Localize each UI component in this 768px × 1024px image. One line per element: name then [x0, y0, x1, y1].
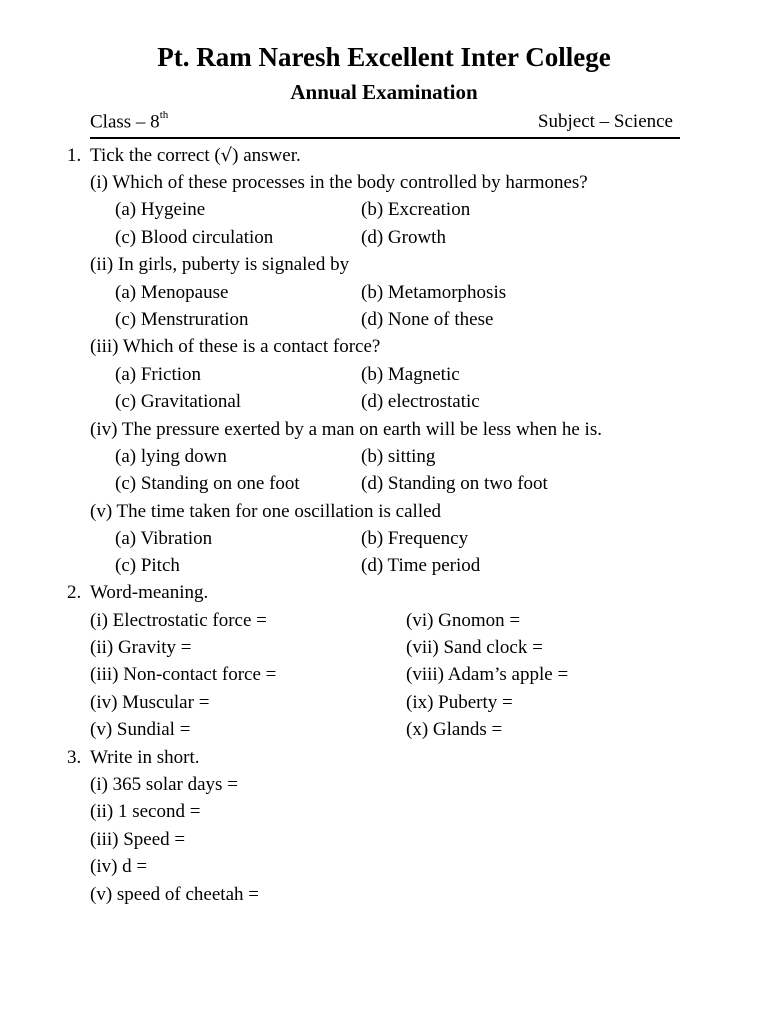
q1-option: (c) Pitch	[115, 555, 180, 576]
q3-number: 3.	[67, 747, 82, 768]
q1-heading-post: ) answer.	[232, 145, 301, 166]
q1-option: (a) Friction	[115, 364, 202, 385]
q2-number: 2.	[67, 582, 82, 603]
q2-item: (ix) Puberty =	[406, 692, 513, 713]
class-label	[90, 109, 169, 133]
q1-heading	[90, 146, 301, 165]
q2-item: (v) Sundial =	[90, 719, 191, 740]
q3-item: (ii) 1 second =	[90, 801, 201, 822]
q2-item: (ii) Gravity =	[90, 637, 192, 658]
q1-heading-pre: Tick the correct (	[90, 145, 221, 166]
q3-heading: Write in short.	[90, 747, 200, 768]
q1-question: (iii) Which of these is a contact force?	[90, 336, 381, 357]
q1-option: (c) Gravitational	[115, 391, 242, 412]
q1-option: (b) Frequency	[361, 528, 469, 549]
q1-option: (a) Menopause	[115, 282, 229, 303]
q3-item: (v) speed of cheetah =	[90, 884, 259, 905]
q2-item: (viii) Adam’s apple =	[406, 664, 569, 685]
school-name: Pt. Ram Naresh Excellent Inter College	[157, 42, 611, 72]
q1-question: (iv) The pressure exerted by a man on earth will be less when he is.	[90, 419, 602, 440]
q2-item: (vii) Sand clock =	[406, 637, 543, 658]
q1-option: (b) sitting	[361, 446, 436, 467]
q1-option: (c) Standing on one foot	[115, 473, 300, 494]
q2-item: (i) Electrostatic force =	[90, 610, 267, 631]
q1-option: (a) Vibration	[115, 528, 213, 549]
q1-option: (d) None of these	[361, 309, 494, 330]
q1-option: (d) electrostatic	[361, 391, 480, 412]
header-rule	[90, 137, 680, 139]
exam-title: Annual Examination	[290, 80, 478, 104]
class-text: Class – 8	[90, 111, 160, 133]
q1-question: (i) Which of these processes in the body controlled by harmones?	[90, 172, 588, 193]
q1-option: (b) Magnetic	[361, 364, 460, 385]
q2-heading: Word-meaning.	[90, 582, 209, 603]
q1-option: (a) lying down	[115, 446, 227, 467]
q3-item: (iv) d =	[90, 856, 148, 877]
q1-option: (c) Blood circulation	[115, 227, 274, 248]
q2-item: (x) Glands =	[406, 719, 503, 740]
q1-option: (d) Time period	[361, 555, 481, 576]
q1-option: (d) Standing on two foot	[361, 473, 548, 494]
q2-item: (iii) Non-contact force =	[90, 664, 277, 685]
class-superscript: th	[159, 109, 169, 121]
q1-option: (d) Growth	[361, 227, 446, 248]
q3-item: (iii) Speed =	[90, 829, 186, 850]
q2-item: (vi) Gnomon =	[406, 610, 521, 631]
q1-option: (c) Menstruration	[115, 309, 249, 330]
q1-option: (a) Hygeine	[115, 199, 206, 220]
checkmark-icon: √	[220, 145, 233, 166]
q1-number: 1.	[67, 145, 82, 166]
subject-label: Subject – Science	[537, 111, 673, 132]
q1-question: (v) The time taken for one oscillation is called	[90, 501, 442, 522]
q3-item: (i) 365 solar days =	[90, 774, 238, 795]
q1-question: (ii) In girls, puberty is signaled by	[90, 254, 350, 275]
q2-item: (iv) Muscular =	[90, 692, 210, 713]
q1-option: (b) Excreation	[361, 199, 471, 220]
q1-option: (b) Metamorphosis	[361, 282, 507, 303]
